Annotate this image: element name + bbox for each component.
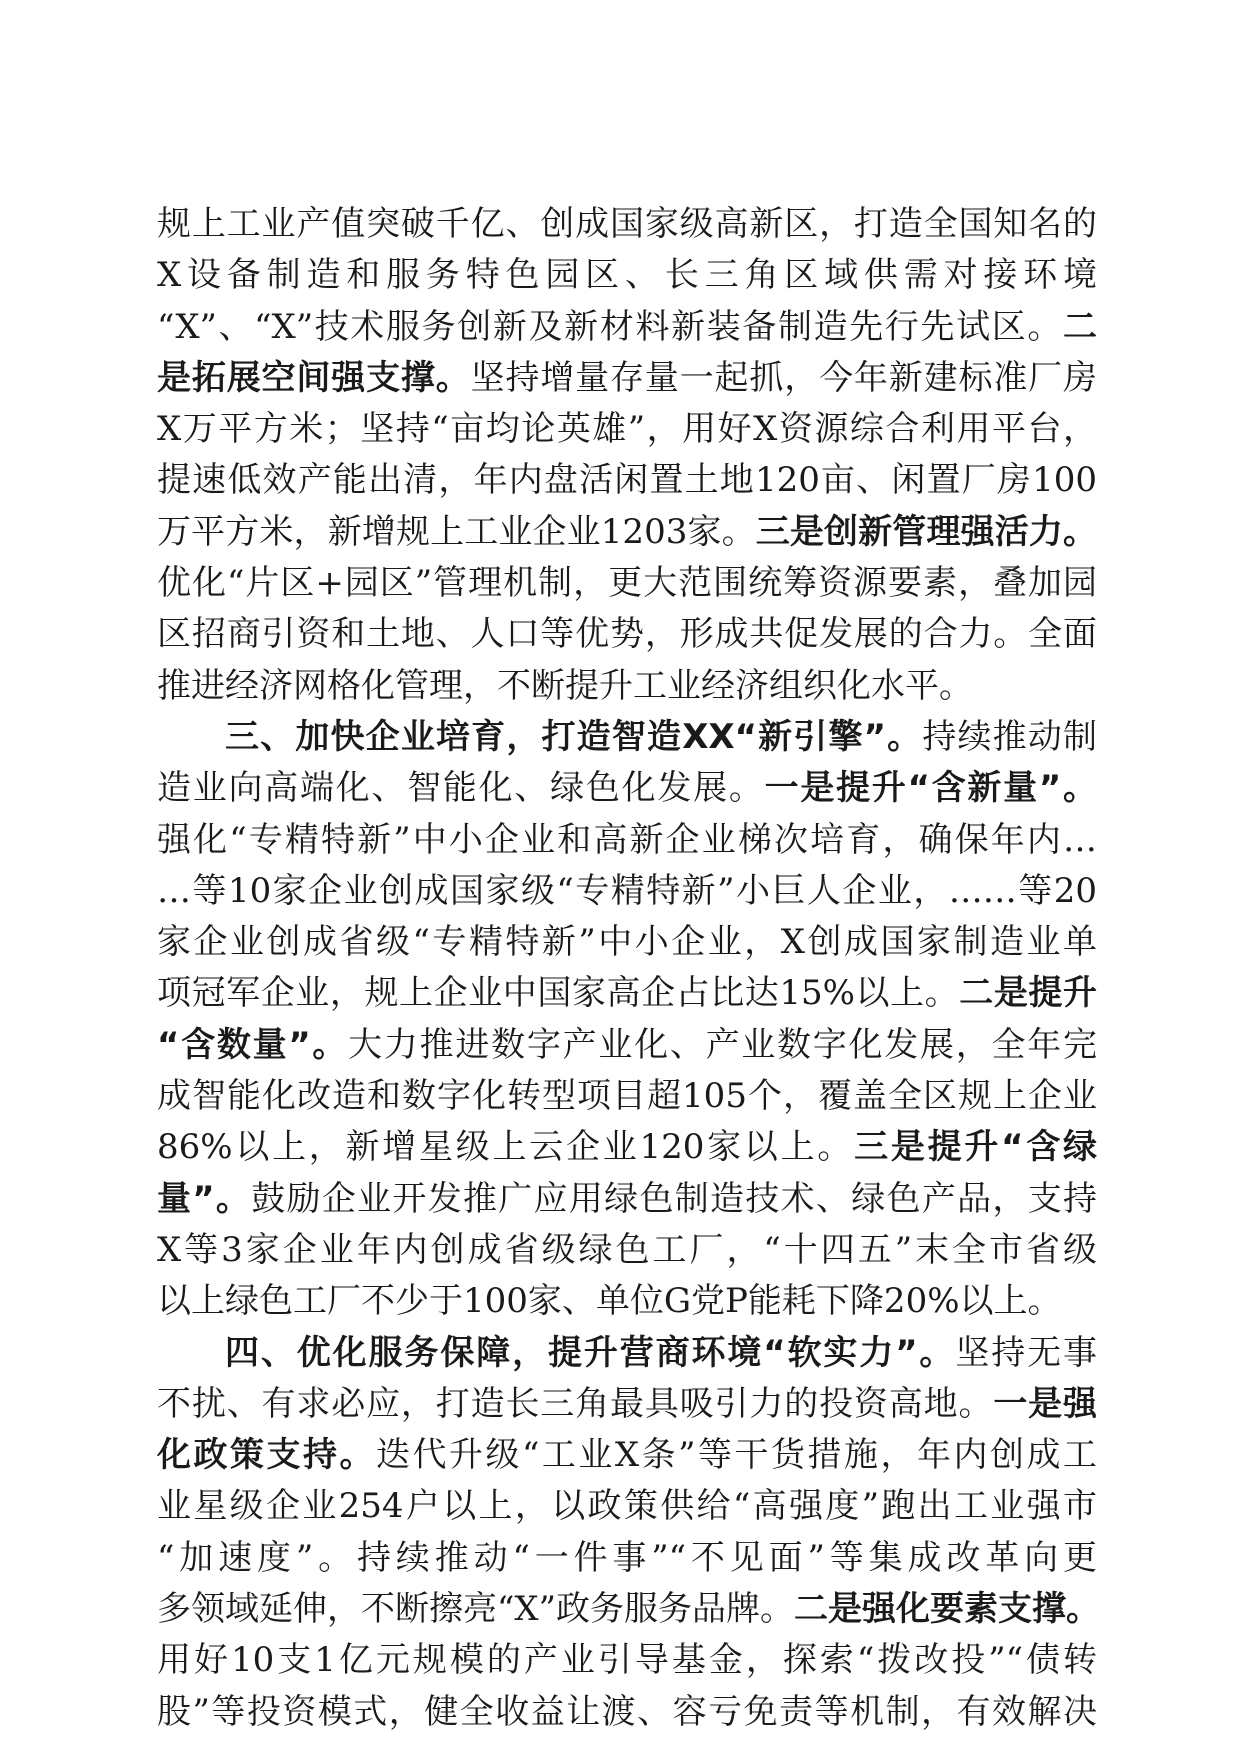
bold-phrase: 量”。 bbox=[157, 1178, 252, 1219]
text-run: 优化“片区+园区”管理机制，更大范围统筹资源要素，叠加园 bbox=[157, 563, 1097, 604]
text-run: “加速度”。持续推动“一件事”“不见面”等集成改革向更 bbox=[157, 1537, 1097, 1578]
text-run: …等10家企业创成国家级“专精特新”小巨人企业，……等20 bbox=[157, 870, 1097, 911]
text-line bbox=[157, 1122, 1097, 1173]
text-run: 项冠军企业，规上企业中国家高企占比达15%以上。 bbox=[157, 973, 960, 1014]
text-run: 提速低效产能出清，年内盘活闲置土地120亩、闲置厂房100 bbox=[157, 460, 1097, 501]
text-line bbox=[157, 1430, 1097, 1481]
text-line bbox=[157, 1174, 1097, 1225]
text-line bbox=[157, 1687, 1097, 1738]
bold-phrase: 三是提升“含绿 bbox=[854, 1127, 1097, 1168]
text-line bbox=[157, 1379, 1097, 1430]
text-line bbox=[157, 302, 1097, 353]
text-line bbox=[157, 250, 1097, 301]
text-run: 强化“专精特新”中小企业和高新企业梯次培育，确保年内… bbox=[157, 819, 1097, 860]
text-run: 鼓励企业开发推广应用绿色制造技术、绿色产品，支持 bbox=[251, 1178, 1097, 1219]
text-run: 成智能化改造和数字化转型项目超105个，覆盖全区规上企业 bbox=[157, 1076, 1097, 1117]
text-line bbox=[157, 455, 1097, 506]
text-line bbox=[157, 917, 1097, 968]
text-run: 规上工业产值突破千亿、创成国家级高新区，打造全国知名的 bbox=[157, 204, 1097, 244]
bold-phrase: “含数量”。 bbox=[157, 1024, 349, 1065]
text-run: 多领域延伸，不断擦亮“X”政务服务品牌。 bbox=[157, 1589, 794, 1630]
bold-phrase: 二 bbox=[1063, 306, 1097, 347]
text-run: “X”、“X”技术服务创新及新材料新装备制造先行先试区。 bbox=[157, 306, 1063, 347]
text-line bbox=[157, 815, 1097, 866]
text-line bbox=[157, 404, 1097, 455]
text-run: X万平方米；坚持“亩均论英雄”，用好X资源综合利用平台， bbox=[157, 409, 1097, 450]
bold-phrase: 三是创新管理强活力。 bbox=[755, 511, 1097, 552]
bold-phrase: 三、加快企业培育，打造智造XX“新引擎”。 bbox=[225, 716, 923, 757]
text-line bbox=[157, 1020, 1097, 1071]
text-run: 坚持无事 bbox=[955, 1332, 1097, 1373]
text-line bbox=[157, 507, 1097, 558]
text-line bbox=[157, 866, 1097, 917]
text-line bbox=[157, 353, 1097, 404]
text-run: 持续推动制 bbox=[922, 716, 1098, 757]
text-run: 以上绿色工厂不少于100家、单位G党P能耗下降20%以上。 bbox=[157, 1281, 1062, 1322]
text-line bbox=[157, 1635, 1097, 1686]
text-line bbox=[157, 1584, 1100, 1635]
text-run: 股”等投资模式，健全收益让渡、容亏免责等机制，有效解决 bbox=[157, 1691, 1097, 1732]
text-line bbox=[157, 1533, 1097, 1584]
text-line bbox=[157, 609, 1097, 660]
text-run: 推进经济网格化管理，不断提升工业经济组织化水平。 bbox=[157, 665, 973, 706]
text-run: 家企业创成省级“专精特新”中小企业，X创成国家制造业单 bbox=[157, 922, 1097, 963]
bold-phrase: 化政策支持。 bbox=[157, 1435, 377, 1476]
text-run: 坚持增量存量一起抓，今年新建标准厂房 bbox=[470, 357, 1098, 398]
text-line bbox=[157, 1481, 1097, 1532]
text-run: 用好10支1亿元规模的产业引导基金，探索“拨改投”“债转 bbox=[157, 1640, 1097, 1681]
text-line bbox=[157, 968, 1097, 1019]
text-line bbox=[157, 712, 1097, 763]
text-line bbox=[157, 661, 1097, 712]
bold-phrase: 一是强 bbox=[993, 1383, 1098, 1424]
text-run: 不扰、有求必应，打造长三角最具吸引力的投资高地。 bbox=[157, 1383, 994, 1424]
text-line bbox=[157, 199, 1097, 250]
text-run: 造业向高端化、智能化、绿色化发展。 bbox=[157, 768, 765, 809]
bold-phrase: 二是强化要素支撑。 bbox=[793, 1589, 1100, 1630]
text-run: 业星级企业254户以上，以政策供给“高强度”跑出工业强市 bbox=[157, 1486, 1097, 1527]
bold-phrase: 二是提升 bbox=[959, 973, 1097, 1014]
text-run: 迭代升级“工业X条”等干货措施，年内创成工 bbox=[376, 1435, 1098, 1476]
text-run: 区招商引资和土地、人口等优势，形成共促发展的合力。全面 bbox=[157, 614, 1097, 655]
text-line bbox=[157, 1071, 1097, 1122]
text-run: X等3家企业年内创成省级绿色工厂，“十四五”末全市省级 bbox=[157, 1229, 1097, 1270]
text-run: 86%以上，新增星级上云企业120家以上。 bbox=[157, 1127, 855, 1168]
text-run: 大力推进数字产业化、产业数字化发展，全年完 bbox=[348, 1024, 1097, 1065]
text-line bbox=[157, 763, 1097, 814]
text-run: X设备制造和服务特色园区、长三角区域供需对接环境 bbox=[157, 255, 1097, 296]
bold-phrase: 四、优化服务保障，提升营商环境“软实力”。 bbox=[225, 1332, 956, 1373]
body-text bbox=[157, 199, 1100, 1738]
text-run: 万平方米，新增规上工业企业1203家。 bbox=[157, 511, 756, 552]
bold-phrase: 是拓展空间强支撑。 bbox=[157, 357, 471, 398]
text-line bbox=[157, 1225, 1097, 1276]
bold-phrase: 一是提升“含新量”。 bbox=[764, 768, 1097, 809]
text-line bbox=[157, 558, 1097, 609]
text-line bbox=[157, 1276, 1097, 1327]
text-line bbox=[157, 1328, 1097, 1379]
